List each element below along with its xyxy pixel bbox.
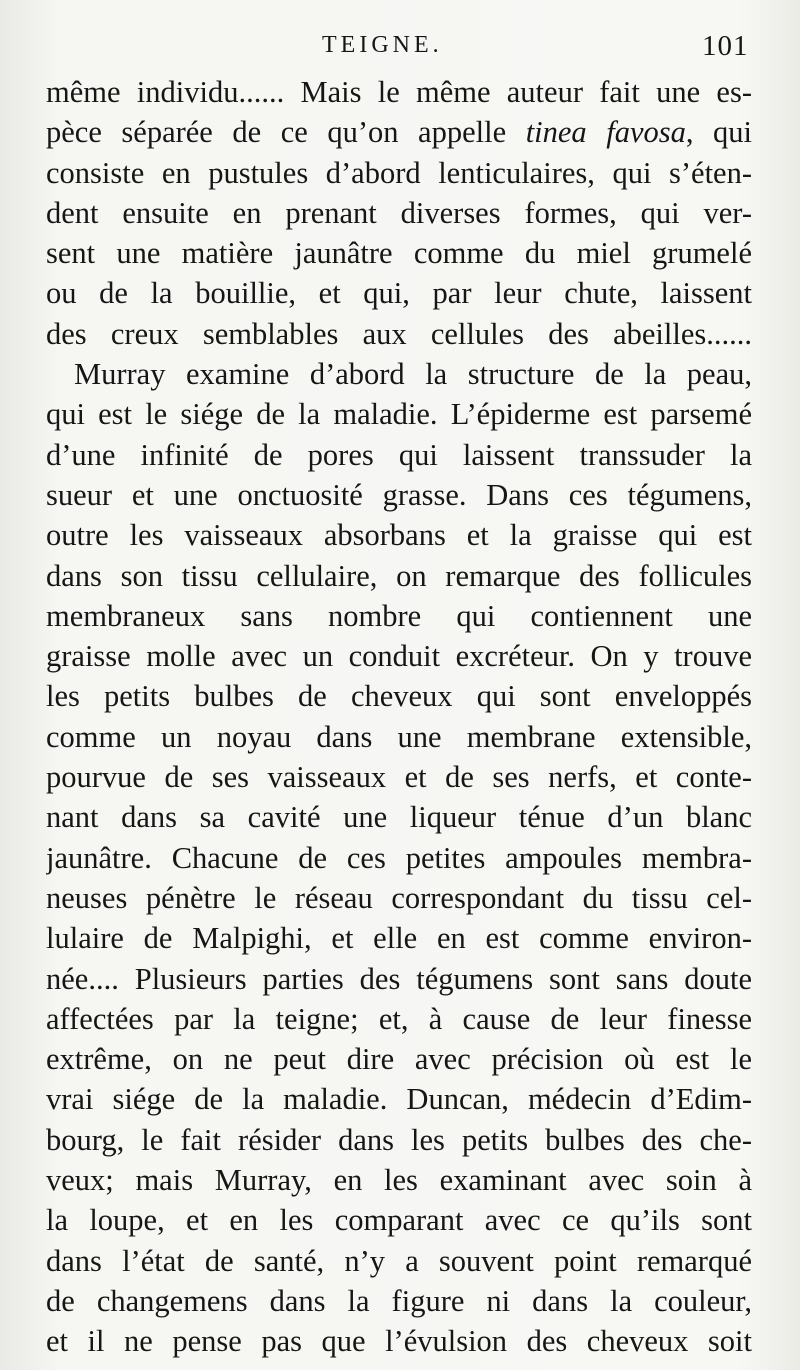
text-line-13: dans son tissu cellulaire, on remarque des follicules: [46, 558, 752, 593]
text-line-12: outre les vaisseaux absorbans et la graisse qui est: [46, 518, 752, 553]
text-line-4: dent ensuite en prenant diverses formes, qui ver-: [46, 195, 752, 230]
text-line-15: graisse molle avec un conduit excréteur. On y trouve: [46, 639, 752, 674]
running-title: TEIGNE.: [322, 32, 443, 58]
italic-term: tinea favosa: [525, 115, 686, 150]
text-line-2: [46, 112, 752, 152]
text-line-21: neuses pénètre le réseau correspondant du tissu cel-: [46, 880, 752, 915]
text-line-1: même individu...... Mais le même auteur fait une es-: [46, 75, 752, 109]
text-line-11: sueur et une onctuosité grasse. Dans ces tégumens,: [46, 477, 752, 512]
page-number: 101: [702, 30, 749, 62]
text-line-16: les petits bulbes de cheveux qui sont enveloppés: [46, 679, 752, 714]
text-line-18: pourvue de ses vaisseaux et de ses nerfs, et conte-: [46, 760, 752, 795]
text-line-10: d’une infinité de pores qui laissent transsuder la: [46, 437, 752, 472]
text-line-25: extrême, on ne peut dire avec précision où est le: [46, 1042, 752, 1077]
text-line-3: consiste en pustules d’abord lenticulaires, qui s’éten-: [46, 155, 752, 190]
text-line-27: bourg, le fait résider dans les petits bulbes des che-: [46, 1122, 752, 1157]
text-line-20: jaunâtre. Chacune de ces petites ampoules membra-: [46, 840, 752, 875]
text-line-23: née.... Plusieurs parties des tégumens sont sans doute: [46, 961, 752, 996]
running-head: [0, 30, 800, 66]
text-line-19: nant dans sa cavité une liqueur ténue d’un blanc: [46, 800, 752, 835]
text-line-9: qui est le siége de la maladie. L’épiderme est parsemé: [46, 397, 752, 432]
text-line-17: comme un noyau dans une membrane extensible,: [46, 719, 752, 754]
text-line-22: lulaire de Malpighi, et elle en est comme environ-: [46, 921, 752, 956]
text-line-2-end: , qui: [685, 115, 752, 150]
text-line-2-start: pèce séparée de ce qu’on appelle: [46, 115, 507, 150]
text-line-32: et il ne pense pas que l’évulsion des cheveux soit: [46, 1324, 752, 1359]
text-line-7: des creux semblables aux cellules des abeilles......: [46, 316, 752, 351]
text-line-29: la loupe, et en les comparant avec ce qu’ils sont: [46, 1203, 752, 1238]
text-line-24: affectées par la teigne; et, à cause de leur finesse: [46, 1001, 752, 1036]
body-text: [46, 72, 752, 1362]
text-line-28: veux; mais Murray, en les examinant avec soin à: [46, 1163, 752, 1198]
text-line-14: membraneux sans nombre qui contiennent une: [46, 598, 752, 633]
text-line-5: sent une matière jaunâtre comme du miel grumelé: [46, 236, 752, 271]
text-line-6: ou de la bouillie, et qui, par leur chute, laissent: [46, 276, 752, 311]
text-line-31: de changemens dans la figure ni dans la couleur,: [46, 1283, 752, 1318]
text-line-30: dans l’état de santé, n’y a souvent point remarqué: [46, 1243, 752, 1278]
text-line-8: Murray examine d’abord la structure de la peau,: [74, 357, 752, 392]
text-line-26: vrai siége de la maladie. Duncan, médecin d’Edim-: [46, 1082, 752, 1117]
